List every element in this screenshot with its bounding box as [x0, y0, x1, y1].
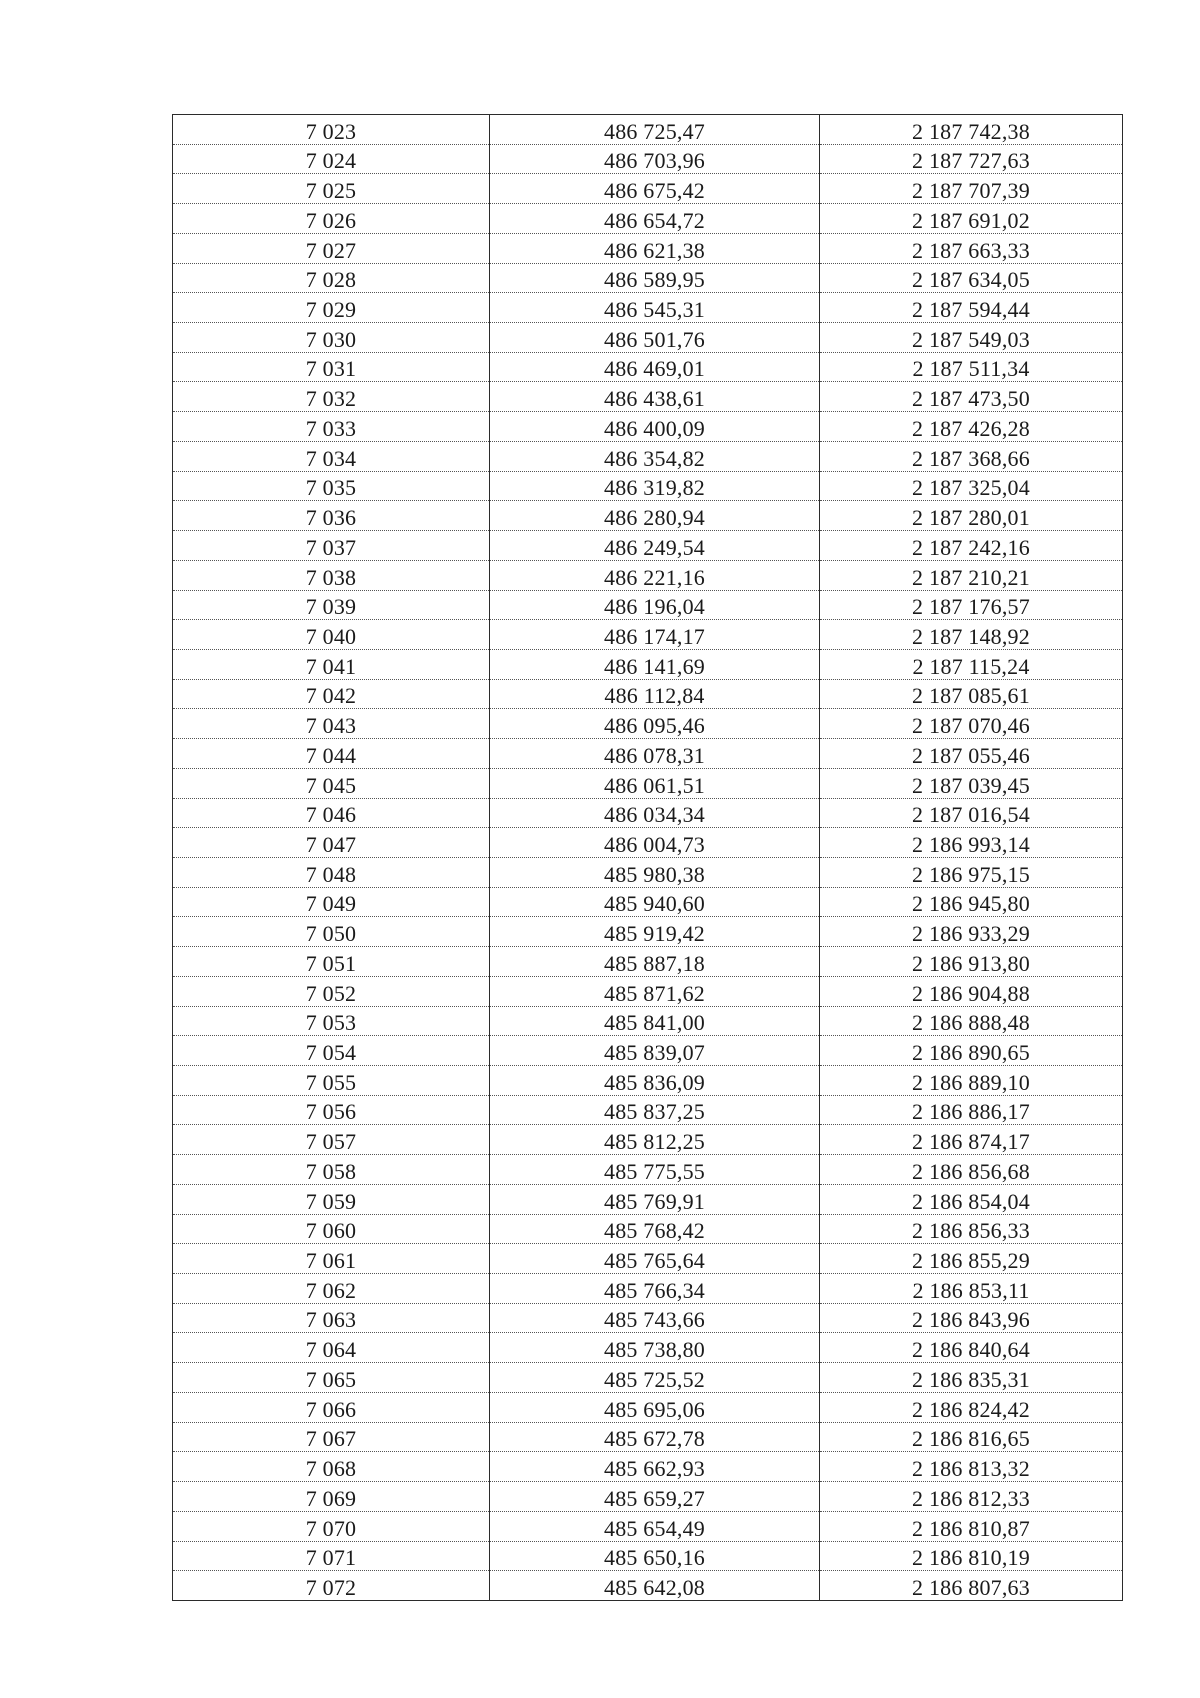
point-number-cell: 7 065	[173, 1363, 490, 1393]
table-row	[173, 1244, 1123, 1274]
y-coordinate-cell: 2 187 742,38	[820, 115, 1123, 145]
y-coordinate-cell: 2 187 280,01	[820, 501, 1123, 531]
x-coordinate-cell: 485 659,27	[490, 1482, 820, 1512]
point-number-cell: 7 050	[173, 917, 490, 947]
point-number-cell: 7 051	[173, 947, 490, 977]
point-number-cell: 7 038	[173, 560, 490, 590]
y-coordinate-cell: 2 187 055,46	[820, 739, 1123, 769]
y-coordinate-cell: 2 187 085,61	[820, 679, 1123, 709]
table-row	[173, 976, 1123, 1006]
y-coordinate-cell: 2 186 816,65	[820, 1422, 1123, 1452]
y-coordinate-cell: 2 186 812,33	[820, 1482, 1123, 1512]
table-row	[173, 1095, 1123, 1125]
y-coordinate-cell: 2 187 115,24	[820, 649, 1123, 679]
y-coordinate-cell: 2 186 824,42	[820, 1392, 1123, 1422]
table-row	[173, 1214, 1123, 1244]
point-number-cell: 7 036	[173, 501, 490, 531]
table-row	[173, 174, 1123, 204]
point-number-cell: 7 053	[173, 1006, 490, 1036]
x-coordinate-cell: 486 621,38	[490, 233, 820, 263]
table-row	[173, 144, 1123, 174]
x-coordinate-cell: 485 812,25	[490, 1125, 820, 1155]
point-number-cell: 7 070	[173, 1511, 490, 1541]
y-coordinate-cell: 2 187 070,46	[820, 709, 1123, 739]
table-row	[173, 887, 1123, 917]
table-row	[173, 1482, 1123, 1512]
point-number-cell: 7 061	[173, 1244, 490, 1274]
table-row	[173, 798, 1123, 828]
table-row	[173, 1125, 1123, 1155]
y-coordinate-cell: 2 186 904,88	[820, 976, 1123, 1006]
y-coordinate-cell: 2 187 148,92	[820, 620, 1123, 650]
coordinates-table	[172, 114, 1123, 1601]
point-number-cell: 7 026	[173, 204, 490, 234]
point-number-cell: 7 064	[173, 1333, 490, 1363]
x-coordinate-cell: 486 174,17	[490, 620, 820, 650]
point-number-cell: 7 027	[173, 233, 490, 263]
y-coordinate-cell: 2 186 840,64	[820, 1333, 1123, 1363]
y-coordinate-cell: 2 187 242,16	[820, 531, 1123, 561]
point-number-cell: 7 052	[173, 976, 490, 1006]
y-coordinate-cell: 2 187 727,63	[820, 144, 1123, 174]
x-coordinate-cell: 486 703,96	[490, 144, 820, 174]
x-coordinate-cell: 486 141,69	[490, 649, 820, 679]
x-coordinate-cell: 485 841,00	[490, 1006, 820, 1036]
table-row	[173, 739, 1123, 769]
y-coordinate-cell: 2 186 853,11	[820, 1274, 1123, 1304]
point-number-cell: 7 069	[173, 1482, 490, 1512]
point-number-cell: 7 037	[173, 531, 490, 561]
y-coordinate-cell: 2 187 039,45	[820, 768, 1123, 798]
table-row	[173, 947, 1123, 977]
point-number-cell: 7 039	[173, 590, 490, 620]
x-coordinate-cell: 485 766,34	[490, 1274, 820, 1304]
table-row	[173, 1363, 1123, 1393]
y-coordinate-cell: 2 187 325,04	[820, 471, 1123, 501]
point-number-cell: 7 044	[173, 739, 490, 769]
table-row	[173, 917, 1123, 947]
y-coordinate-cell: 2 186 975,15	[820, 857, 1123, 887]
point-number-cell: 7 060	[173, 1214, 490, 1244]
x-coordinate-cell: 486 196,04	[490, 590, 820, 620]
point-number-cell: 7 032	[173, 382, 490, 412]
y-coordinate-cell: 2 187 511,34	[820, 352, 1123, 382]
x-coordinate-cell: 486 400,09	[490, 412, 820, 442]
x-coordinate-cell: 485 650,16	[490, 1541, 820, 1571]
y-coordinate-cell: 2 187 691,02	[820, 204, 1123, 234]
y-coordinate-cell: 2 186 854,04	[820, 1184, 1123, 1214]
point-number-cell: 7 045	[173, 768, 490, 798]
x-coordinate-cell: 486 319,82	[490, 471, 820, 501]
point-number-cell: 7 043	[173, 709, 490, 739]
x-coordinate-cell: 485 775,55	[490, 1155, 820, 1185]
table-row	[173, 382, 1123, 412]
point-number-cell: 7 071	[173, 1541, 490, 1571]
table-row	[173, 1452, 1123, 1482]
x-coordinate-cell: 485 738,80	[490, 1333, 820, 1363]
x-coordinate-cell: 485 769,91	[490, 1184, 820, 1214]
y-coordinate-cell: 2 186 855,29	[820, 1244, 1123, 1274]
point-number-cell: 7 031	[173, 352, 490, 382]
x-coordinate-cell: 486 095,46	[490, 709, 820, 739]
x-coordinate-cell: 485 743,66	[490, 1303, 820, 1333]
point-number-cell: 7 042	[173, 679, 490, 709]
y-coordinate-cell: 2 186 813,32	[820, 1452, 1123, 1482]
table-row	[173, 293, 1123, 323]
table-row	[173, 115, 1123, 145]
x-coordinate-cell: 485 725,52	[490, 1363, 820, 1393]
point-number-cell: 7 030	[173, 323, 490, 353]
y-coordinate-cell: 2 186 889,10	[820, 1066, 1123, 1096]
table-row	[173, 204, 1123, 234]
y-coordinate-cell: 2 186 993,14	[820, 828, 1123, 858]
table-row	[173, 412, 1123, 442]
x-coordinate-cell: 486 004,73	[490, 828, 820, 858]
table-row	[173, 1571, 1123, 1601]
x-coordinate-cell: 486 438,61	[490, 382, 820, 412]
point-number-cell: 7 035	[173, 471, 490, 501]
table-row	[173, 1066, 1123, 1096]
table-row	[173, 1036, 1123, 1066]
x-coordinate-cell: 486 545,31	[490, 293, 820, 323]
table-row	[173, 1422, 1123, 1452]
table-row	[173, 649, 1123, 679]
x-coordinate-cell: 485 919,42	[490, 917, 820, 947]
x-coordinate-cell: 485 642,08	[490, 1571, 820, 1601]
x-coordinate-cell: 486 589,95	[490, 263, 820, 293]
coordinates-table-body	[173, 115, 1123, 1601]
y-coordinate-cell: 2 187 663,33	[820, 233, 1123, 263]
point-number-cell: 7 046	[173, 798, 490, 828]
table-row	[173, 1541, 1123, 1571]
x-coordinate-cell: 486 501,76	[490, 323, 820, 353]
x-coordinate-cell: 486 078,31	[490, 739, 820, 769]
x-coordinate-cell: 486 034,34	[490, 798, 820, 828]
point-number-cell: 7 024	[173, 144, 490, 174]
y-coordinate-cell: 2 187 473,50	[820, 382, 1123, 412]
point-number-cell: 7 047	[173, 828, 490, 858]
x-coordinate-cell: 485 980,38	[490, 857, 820, 887]
x-coordinate-cell: 485 836,09	[490, 1066, 820, 1096]
x-coordinate-cell: 486 725,47	[490, 115, 820, 145]
table-row	[173, 441, 1123, 471]
point-number-cell: 7 066	[173, 1392, 490, 1422]
point-number-cell: 7 023	[173, 115, 490, 145]
point-number-cell: 7 063	[173, 1303, 490, 1333]
table-row	[173, 590, 1123, 620]
table-row	[173, 560, 1123, 590]
y-coordinate-cell: 2 187 634,05	[820, 263, 1123, 293]
point-number-cell: 7 059	[173, 1184, 490, 1214]
table-row	[173, 1155, 1123, 1185]
x-coordinate-cell: 486 654,72	[490, 204, 820, 234]
x-coordinate-cell: 485 887,18	[490, 947, 820, 977]
y-coordinate-cell: 2 186 856,68	[820, 1155, 1123, 1185]
table-row	[173, 1511, 1123, 1541]
x-coordinate-cell: 485 695,06	[490, 1392, 820, 1422]
table-row	[173, 1303, 1123, 1333]
y-coordinate-cell: 2 187 368,66	[820, 441, 1123, 471]
table-row	[173, 768, 1123, 798]
table-row	[173, 352, 1123, 382]
point-number-cell: 7 049	[173, 887, 490, 917]
point-number-cell: 7 034	[173, 441, 490, 471]
y-coordinate-cell: 2 186 835,31	[820, 1363, 1123, 1393]
y-coordinate-cell: 2 186 856,33	[820, 1214, 1123, 1244]
y-coordinate-cell: 2 186 933,29	[820, 917, 1123, 947]
point-number-cell: 7 048	[173, 857, 490, 887]
y-coordinate-cell: 2 186 945,80	[820, 887, 1123, 917]
table-row	[173, 501, 1123, 531]
table-row	[173, 531, 1123, 561]
y-coordinate-cell: 2 186 890,65	[820, 1036, 1123, 1066]
table-row	[173, 1184, 1123, 1214]
point-number-cell: 7 072	[173, 1571, 490, 1601]
x-coordinate-cell: 485 765,64	[490, 1244, 820, 1274]
x-coordinate-cell: 486 469,01	[490, 352, 820, 382]
y-coordinate-cell: 2 187 594,44	[820, 293, 1123, 323]
point-number-cell: 7 041	[173, 649, 490, 679]
x-coordinate-cell: 485 672,78	[490, 1422, 820, 1452]
y-coordinate-cell: 2 187 210,21	[820, 560, 1123, 590]
y-coordinate-cell: 2 186 888,48	[820, 1006, 1123, 1036]
table-row	[173, 679, 1123, 709]
x-coordinate-cell: 485 662,93	[490, 1452, 820, 1482]
x-coordinate-cell: 486 354,82	[490, 441, 820, 471]
y-coordinate-cell: 2 186 886,17	[820, 1095, 1123, 1125]
y-coordinate-cell: 2 187 707,39	[820, 174, 1123, 204]
y-coordinate-cell: 2 187 426,28	[820, 412, 1123, 442]
table-row	[173, 828, 1123, 858]
x-coordinate-cell: 485 837,25	[490, 1095, 820, 1125]
y-coordinate-cell: 2 186 810,19	[820, 1541, 1123, 1571]
point-number-cell: 7 055	[173, 1066, 490, 1096]
x-coordinate-cell: 485 940,60	[490, 887, 820, 917]
x-coordinate-cell: 486 061,51	[490, 768, 820, 798]
x-coordinate-cell: 485 654,49	[490, 1511, 820, 1541]
x-coordinate-cell: 486 112,84	[490, 679, 820, 709]
y-coordinate-cell: 2 186 843,96	[820, 1303, 1123, 1333]
x-coordinate-cell: 485 768,42	[490, 1214, 820, 1244]
x-coordinate-cell: 486 675,42	[490, 174, 820, 204]
y-coordinate-cell: 2 187 176,57	[820, 590, 1123, 620]
table-row	[173, 471, 1123, 501]
point-number-cell: 7 054	[173, 1036, 490, 1066]
table-row	[173, 1333, 1123, 1363]
y-coordinate-cell: 2 187 549,03	[820, 323, 1123, 353]
point-number-cell: 7 057	[173, 1125, 490, 1155]
table-row	[173, 263, 1123, 293]
point-number-cell: 7 029	[173, 293, 490, 323]
point-number-cell: 7 068	[173, 1452, 490, 1482]
x-coordinate-cell: 486 221,16	[490, 560, 820, 590]
point-number-cell: 7 058	[173, 1155, 490, 1185]
point-number-cell: 7 056	[173, 1095, 490, 1125]
table-row	[173, 620, 1123, 650]
table-row	[173, 1274, 1123, 1304]
point-number-cell: 7 028	[173, 263, 490, 293]
table-row	[173, 857, 1123, 887]
y-coordinate-cell: 2 186 810,87	[820, 1511, 1123, 1541]
x-coordinate-cell: 485 839,07	[490, 1036, 820, 1066]
x-coordinate-cell: 485 871,62	[490, 976, 820, 1006]
point-number-cell: 7 025	[173, 174, 490, 204]
point-number-cell: 7 062	[173, 1274, 490, 1304]
point-number-cell: 7 067	[173, 1422, 490, 1452]
table-row	[173, 709, 1123, 739]
table-row	[173, 323, 1123, 353]
table-row	[173, 1392, 1123, 1422]
point-number-cell: 7 040	[173, 620, 490, 650]
x-coordinate-cell: 486 280,94	[490, 501, 820, 531]
y-coordinate-cell: 2 187 016,54	[820, 798, 1123, 828]
y-coordinate-cell: 2 186 874,17	[820, 1125, 1123, 1155]
y-coordinate-cell: 2 186 807,63	[820, 1571, 1123, 1601]
point-number-cell: 7 033	[173, 412, 490, 442]
table-row	[173, 1006, 1123, 1036]
y-coordinate-cell: 2 186 913,80	[820, 947, 1123, 977]
x-coordinate-cell: 486 249,54	[490, 531, 820, 561]
table-row	[173, 233, 1123, 263]
